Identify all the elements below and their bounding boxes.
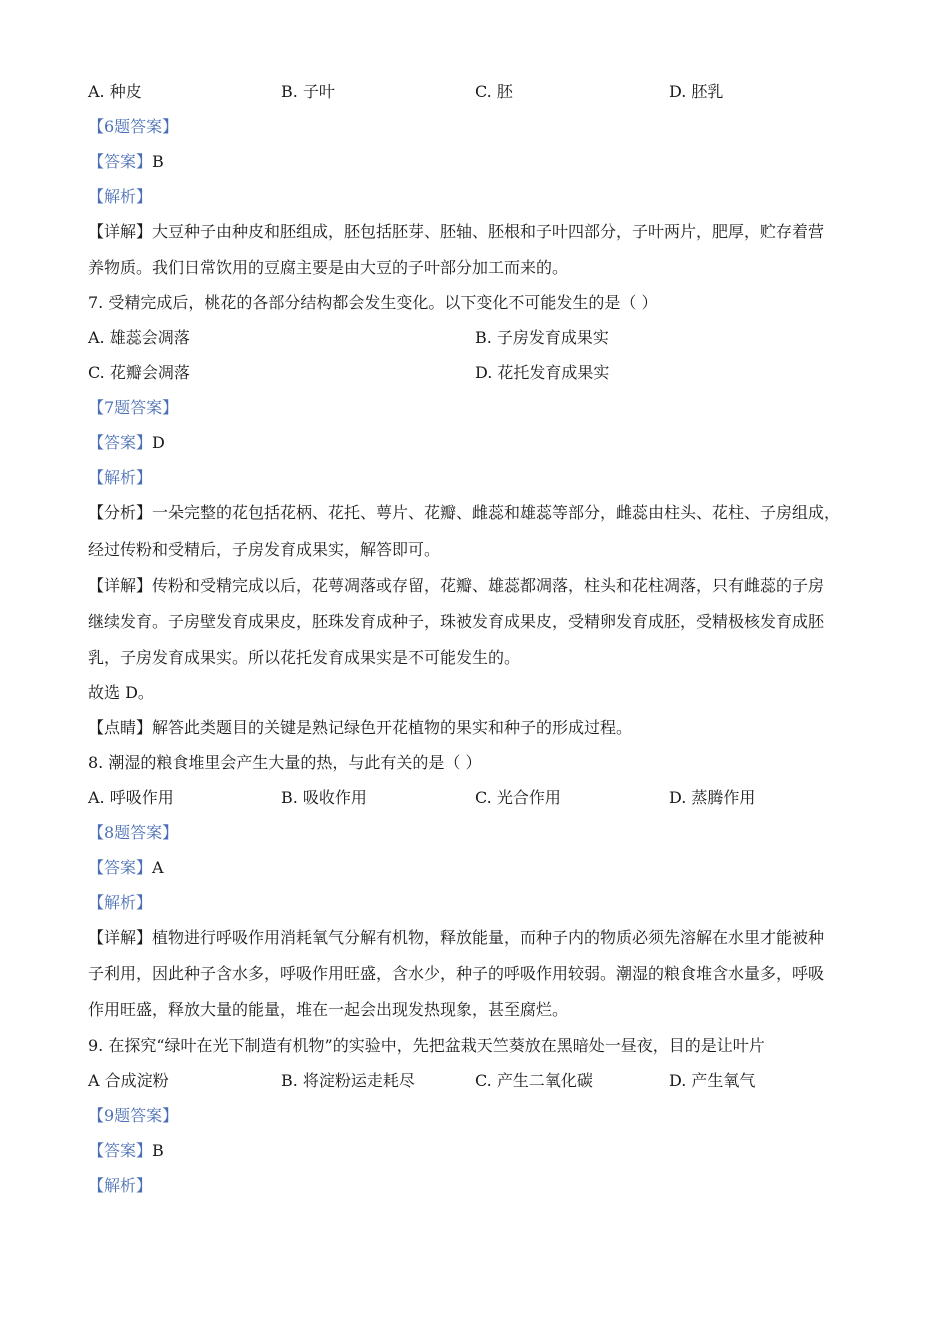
answer-value: B	[152, 1141, 164, 1160]
q9-option-d: D. 产生氧气	[669, 1071, 756, 1090]
q8-option-c: C. 光合作用	[475, 788, 561, 807]
q7-answer	[88, 432, 870, 454]
q8-detail-line2: 子利用，因此种子含水多，呼吸作用旺盛，含水少，种子的呼吸作用较弱。潮湿的粮食堆含水量多，呼吸	[88, 964, 825, 983]
answer-tag: 【答案】	[88, 858, 153, 877]
q8-option-b: B. 吸收作用	[281, 788, 367, 807]
q6-detail-line2: 养物质。我们日常饮用的豆腐主要是由大豆的子叶部分加工而来的。	[88, 258, 569, 277]
q6-analysis-header: 【解析】	[88, 187, 153, 206]
q8-answer	[88, 857, 870, 879]
analysis-tag: 【分析】	[88, 503, 153, 522]
q9-analysis-header: 【解析】	[88, 1176, 153, 1195]
q9-question: 9. 在探究“绿叶在光下制造有机物”的实验中，先把盆栽天竺葵放在黑暗处一昼夜，目的是让叶片	[88, 1036, 765, 1055]
q7-analysis-header: 【解析】	[88, 468, 153, 487]
q9-answer-header: 【9题答案】	[88, 1106, 179, 1125]
q7-question: 7. 受精完成后，桃花的各部分结构都会发生变化。以下变化不可能发生的是（ ）	[88, 293, 658, 312]
q8-option-d: D. 蒸腾作用	[669, 788, 756, 807]
answer-value: D	[152, 433, 165, 452]
q7-option-c: C. 花瓣会凋落	[88, 363, 190, 382]
q8-detail-line3: 作用旺盛，释放大量的能量，堆在一起会出现发热现象，甚至腐烂。	[88, 1000, 569, 1019]
q7-conclusion: 故选 D。	[88, 683, 154, 702]
detail-tag: 【详解】	[88, 222, 153, 241]
remark-text: 解答此类题目的关键是熟记绿色开花植物的果实和种子的形成过程。	[152, 718, 633, 737]
detail-text: 植物进行呼吸作用消耗氧气分解有机物，释放能量，而种子内的物质必须先溶解在水里才能被种	[152, 928, 825, 947]
analysis-text: 一朵完整的花包括花柄、花托、萼片、花瓣、雌蕊和雄蕊等部分，雌蕊由柱头、花柱、子房组成，	[152, 503, 841, 522]
q6-option-d: D. 胚乳	[669, 82, 724, 101]
answer-value: A	[152, 858, 164, 877]
q9-option-a: A 合成淀粉	[88, 1071, 169, 1090]
q8-detail-line1	[88, 927, 870, 949]
answer-value: B	[152, 152, 164, 171]
q7-analysis-line2: 经过传粉和受精后，子房发育成果实，解答即可。	[88, 540, 441, 559]
q7-detail-line1	[88, 575, 870, 597]
detail-tag: 【详解】	[88, 576, 153, 595]
q8-option-a: A. 呼吸作用	[88, 788, 174, 807]
q9-option-c: C. 产生二氧化碳	[475, 1071, 593, 1090]
q7-option-d: D. 花托发育成果实	[475, 363, 610, 382]
q7-answer-header: 【7题答案】	[88, 398, 179, 417]
q6-answer	[88, 151, 870, 173]
q6-option-c: C. 胚	[475, 82, 513, 101]
q9-answer	[88, 1140, 870, 1162]
answer-tag: 【答案】	[88, 1141, 153, 1160]
q8-answer-header: 【8题答案】	[88, 823, 179, 842]
remark-tag: 【点睛】	[88, 718, 153, 737]
q7-detail-line3: 乳，子房发育成果实。所以花托发育成果实是不可能发生的。	[88, 648, 521, 667]
q8-analysis-header: 【解析】	[88, 893, 153, 912]
detail-tag: 【详解】	[88, 928, 153, 947]
answer-tag: 【答案】	[88, 152, 153, 171]
answer-tag: 【答案】	[88, 433, 153, 452]
q7-option-a: A. 雄蕊会凋落	[88, 328, 190, 347]
q9-option-b: B. 将淀粉运走耗尽	[281, 1071, 415, 1090]
q7-detail-line2: 继续发育。子房壁发育成果皮，胚珠发育成种子，珠被发育成果皮，受精卵发育成胚，受精极核发育成胚	[88, 612, 825, 631]
q6-answer-header: 【6题答案】	[88, 117, 179, 136]
q7-option-b: B. 子房发育成果实	[475, 328, 609, 347]
q7-remark	[88, 717, 870, 739]
q6-option-b: B. 子叶	[281, 82, 335, 101]
q8-question: 8. 潮湿的粮食堆里会产生大量的热，与此有关的是（ ）	[88, 753, 482, 772]
q7-analysis-line1	[88, 502, 870, 524]
q6-option-a: A. 种皮	[88, 82, 142, 101]
detail-text: 大豆种子由种皮和胚组成，胚包括胚芽、胚轴、胚根和子叶四部分，子叶两片，肥厚，贮存着营	[152, 222, 825, 241]
detail-text: 传粉和受精完成以后，花萼凋落或存留，花瓣、雄蕊都凋落，柱头和花柱凋落，只有雌蕊的子房	[152, 576, 825, 595]
q6-detail-line1	[88, 221, 870, 243]
